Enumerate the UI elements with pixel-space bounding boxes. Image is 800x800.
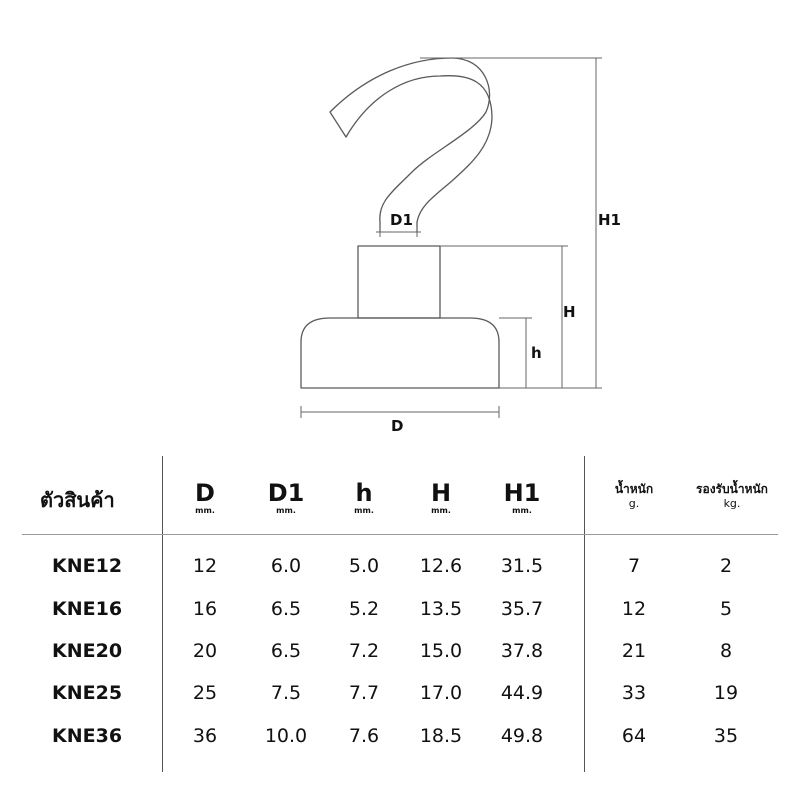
value-weight: 7 [627, 555, 641, 577]
value-h: 5.2 [348, 598, 380, 620]
column-unit: mm. [512, 506, 532, 515]
column-header-d1 [256, 480, 316, 516]
column-header-H [411, 480, 471, 516]
value-d1: 6.0 [270, 555, 302, 577]
value-d: 20 [192, 640, 218, 662]
header-separator [22, 534, 778, 535]
value-h: 7.6 [348, 725, 380, 747]
value-d: 12 [192, 555, 218, 577]
table-divider-left [162, 456, 163, 772]
hook-outline-outer [330, 58, 490, 232]
column-unit: mm. [431, 506, 451, 515]
value-H: 15.0 [419, 640, 463, 662]
value-load-capacity: 2 [719, 555, 733, 577]
value-load-capacity: 35 [713, 725, 739, 747]
column-label: D1 [267, 479, 305, 507]
column-header-h [334, 480, 394, 516]
product-name: KNE16 [52, 598, 123, 620]
value-d1: 6.5 [270, 598, 302, 620]
column-label: D [195, 479, 215, 507]
value-H: 17.0 [419, 682, 463, 704]
column-label: H [430, 479, 452, 507]
product-column-header: ตัวสินค้า [40, 488, 115, 512]
value-H: 13.5 [419, 598, 463, 620]
column-label: h [355, 479, 373, 507]
value-h: 5.0 [348, 555, 380, 577]
value-H: 18.5 [419, 725, 463, 747]
table-divider-right [584, 456, 585, 772]
column-unit: mm. [195, 506, 215, 515]
h1-dimension-label: H1 [598, 211, 621, 229]
value-h: 7.2 [348, 640, 380, 662]
value-d: 36 [192, 725, 218, 747]
value-d: 16 [192, 598, 218, 620]
value-d1: 10.0 [264, 725, 308, 747]
value-weight: 21 [621, 640, 647, 662]
column-header-H1 [492, 480, 552, 516]
value-h: 7.7 [348, 682, 380, 704]
value-weight: 12 [621, 598, 647, 620]
column-label: H1 [503, 479, 541, 507]
magnet-base [301, 318, 499, 388]
value-H1: 44.9 [500, 682, 544, 704]
value-d: 25 [192, 682, 218, 704]
value-load-capacity: 5 [719, 598, 733, 620]
column-unit: kg. [723, 497, 741, 510]
value-d1: 6.5 [270, 640, 302, 662]
value-H1: 31.5 [500, 555, 544, 577]
product-name: KNE36 [52, 725, 123, 747]
product-name: KNE12 [52, 555, 123, 577]
value-load-capacity: 19 [713, 682, 739, 704]
d1-dimension-label: D1 [390, 211, 413, 229]
value-H1: 49.8 [500, 725, 544, 747]
value-H1: 37.8 [500, 640, 544, 662]
column-label: น้ำหนัก [614, 482, 654, 496]
column-header-d [175, 480, 235, 516]
hook-outline-inner [346, 76, 492, 232]
column-unit: g. [628, 497, 640, 510]
product-name: KNE20 [52, 640, 123, 662]
value-H1: 35.7 [500, 598, 544, 620]
value-weight: 64 [621, 725, 647, 747]
value-H: 12.6 [419, 555, 463, 577]
product-name: KNE25 [52, 682, 123, 704]
d-dimension-label: D [391, 417, 404, 435]
column-label: รองรับน้ำหนัก [696, 482, 768, 496]
column-header-weight [597, 482, 671, 510]
H-dimension-label: H [563, 303, 576, 321]
column-unit: mm. [276, 506, 296, 515]
value-weight: 33 [621, 682, 647, 704]
h-dimension-label: h [531, 344, 542, 362]
column-unit: mm. [354, 506, 374, 515]
magnet-stem [358, 246, 440, 318]
value-load-capacity: 8 [719, 640, 733, 662]
column-header-load-capacity [676, 482, 788, 510]
value-d1: 7.5 [270, 682, 302, 704]
